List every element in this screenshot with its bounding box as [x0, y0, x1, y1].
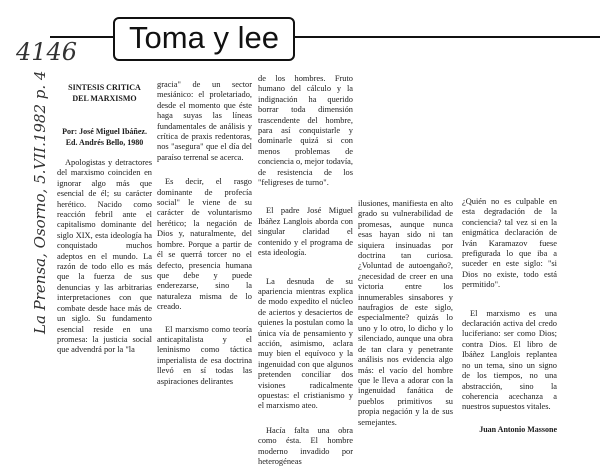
paragraph: Es decir, el rasgo dominante de profecía social" le viene de su carácter de voluntarismo herético; la negación de Dios y, naturalmente, del hombre. Porque a partir de él se querrá torcer no el defecto, presencia humana que debe y puede enderezarse, sino la naturaleza misma de lo creado.	[157, 177, 252, 312]
headline-line: SINTESIS CRITICA	[68, 83, 141, 92]
paragraph: ¿Quién no es culpable en esta degradación de la conciencia? tal vez si en la enigmática declaración de Iván Karamazov fuese prefigurada lo que iba a suceder en este siglo: "si Dios no existe, todo está permitido".	[462, 197, 557, 290]
paragraph: gracia" de un sector mesiánico: el proletariado, desde el momento que éste haga suyas las líneas fundamentales de análisis y crítica de praxis redentoras, nos "asegura" que el día del paraíso terrenal se acerca.	[157, 80, 252, 162]
paragraph: Apologistas y detractores del marxismo coinciden en ignorar algo más que esencial de él; su carácter herético. Nacido como reacción febril ante el capitalismo dominante del siglo XIX, esta ideología ha conquistado muchos adeptos en el mundo. La razón de todo ello es más que la fuerza de sus denuncias y las arbitrarias interpretaciones con que combate desde hace más de un siglo. Su fundamento esencial reside en una promesa: la justicia social que advendrá por la "la	[57, 158, 152, 355]
paragraph: ilusiones, manifiesta en alto grado su vulnerabilidad de promesas, aunque nunca esas hayan sido ni tan siquiera insinuadas por doctrina tan curiosa. ¿Voluntad de autoengaño?, ¿necesidad de creer en una victoria entre los innumerables sinsabores y naufragios de este siglo, especialmente? quizás lo uno y lo otro, lo dicho y lo silenciado, aunque una obra de tan clara y penetrante análisis nos evidencia algo más: el vacío del hombre que le lleva a adorar con la ingenuidad fanática de pueblos primitivos su propia negación y la de sus semejantes.	[358, 199, 453, 427]
article-column-4	[358, 199, 453, 437]
article-column-1	[57, 82, 152, 365]
article-column-5	[462, 197, 557, 435]
article-column-2	[157, 80, 252, 396]
paragraph: Hacía falta una obra como ésta. El hombre moderno invadido por heterogéneas	[258, 425, 353, 466]
section-title-box	[113, 17, 295, 61]
paragraph: El marxismo es una declaración activa del credo luciferiano: ser como Dios; contra Dios. El libro de Ibáñez Langlois replantea no un tema, sino un signo de los tiempos, no una abstracción, sino la coherencia acechanza a nuestros supuestos vitales.	[462, 308, 557, 412]
handwritten-catalog-number: 4146	[16, 38, 78, 66]
article-byline	[57, 126, 152, 148]
byline-author: Por: José Miguel Ibáñez.	[62, 127, 147, 136]
paragraph: La desnuda de su apariencia mientras explica de modo expedito el núcleo de aciertos y desaciertos de quienes la postulan como la única vía de pensamiento y acción, asimismo, aclara muy bien el equívoco y la ingenuidad con que algunos pretenden conciliar dos visiones radicalmente opuestas: el cristianismo y el marxismo ateo.	[258, 276, 353, 411]
handwritten-citation: La Prensa, Osorno, 5.VII.1982 p. 4	[31, 70, 49, 334]
article-column-3	[258, 74, 353, 476]
article-headline	[57, 82, 152, 104]
article-signature: Juan Antonio Massone	[479, 424, 557, 434]
paragraph: El marxismo como teoría anticapitalista y el leninismo como táctica imperialista de esa doctrina llevó en sí todas las aspiraciones delirantes	[157, 324, 252, 386]
byline-publisher: Ed. Andrés Bello, 1980	[65, 138, 144, 147]
section-title: Toma y lee	[129, 20, 279, 55]
paragraph: El padre José Miguel Ibáñez Langlois aborda con singular claridad el contenido y el programa de esta ideología.	[258, 206, 353, 258]
headline-line: DEL MARXISMO	[72, 94, 137, 103]
title-rule-right	[289, 36, 600, 38]
paragraph: de los hombres. Fruto humano del cálculo y la indignación ha querido borrar toda dimensión trascendente del hombre, para así conquistarle y dominarle quizá si con menos problemas de conciencia o, mejor todavía, de resistencia de los "feligreses de turno".	[258, 74, 353, 188]
